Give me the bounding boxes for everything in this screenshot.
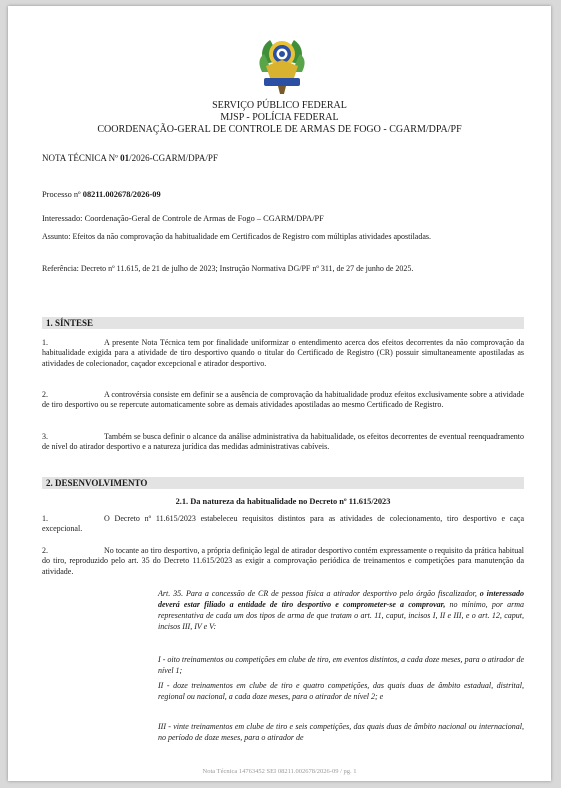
header-service: SERVIÇO PÚBLICO FEDERAL [212, 100, 347, 111]
assunto-line: Assunto: Efeitos da não comprovação da habitualidade em Certificados de Registro com múltiplas atividades apostiladas. [42, 232, 432, 241]
sintese-paragraph-1: 1. A presente Nota Técnica tem por finalidade uniformizar o entendimento acerca dos efeitos decorrentes da não comprovação da habitualidade exigida para a atividade de tiro desportivo quando o titular do Certificado de Registro (CR) possuir simultaneamente apostiladas as atividades de colecionador, caçador excepcional e atirador desportivo. [42, 338, 524, 368]
processo-line: Processo nº 08211.002678/2026-09 [42, 190, 161, 199]
legal-quote-item-3: III - vinte treinamentos em clube de tiro e seis competições, das quais duas de âmbito nacional ou internacional, no período de doze meses, para o atirador de [158, 722, 524, 742]
desenvolvimento-paragraph-1: 1. O Decreto nº 11.615/2023 estabeleceu requisitos distintos para as atividades de colecionamento, tiro desportivo e caça excepcional. [42, 514, 524, 534]
coat-of-arms-icon [254, 34, 310, 96]
desenvolvimento-paragraph-2: 2. No tocante ao tiro desportivo, a própria definição legal de atirador desportivo contém expressamente o requisito da prática habitual do tiro, reproduzido pelo art. 35 do Decreto 11.615/2023 as exigir a comprovação periódica de treinamentos e competições para manutenção da atividade. [42, 546, 524, 576]
legal-quote-art35: Art. 35. Para a concessão de CR de pessoa física a atirador desportivo pelo órgão fiscalizador, o interessado deverá estar filiado a entidade de tiro desportivo e comprometer-se a comprovar, no mínimo, por arma representativa de cada um dos tipos de arma de que tratam o art. 11, caput, incisos I, II e III, e o art. 12, caput, incisos III, IV e V: [158, 589, 524, 631]
referencia-line: Referência: Decreto nº 11.615, de 21 de julho de 2023; Instrução Normativa DG/PF nº 311, de 27 de junho de 2025. [42, 264, 414, 273]
page-footer: Nota Técnica 14763452 SEI 08211.002678/2026-09 / pg. 1 [202, 768, 357, 775]
section-title-desenvolvimento: 2. DESENVOLVIMENTO [42, 477, 524, 489]
sintese-paragraph-3: 3. Também se busca definir o alcance da análise administrativa da habitualidade, os efeitos decorrentes de eventual reenquadramento de nível do atirador desportivo e a natureza jurídica das medidas administrativas cabíveis. [42, 432, 524, 452]
legal-quote-item-1: I - oito treinamentos ou competições em clube de tiro, em eventos distintos, a cada doze meses, para o atirador de nível 1; [158, 655, 524, 675]
section-title-sintese: 1. SÍNTESE [42, 317, 524, 329]
header-coordination: COORDENAÇÃO-GERAL DE CONTROLE DE ARMAS DE FOGO - CGARM/DPA/PF [97, 124, 462, 135]
document-title: NOTA TÉCNICA Nº 01/2026-CGARM/DPA/PF [42, 153, 218, 163]
document-page [8, 6, 551, 781]
subsection-title: 2.1. Da natureza da habitualidade no Decreto nº 11.615/2023 [175, 497, 391, 506]
header-ministry: MJSP - POLÍCIA FEDERAL [220, 112, 339, 123]
sintese-paragraph-2: 2. A controvérsia consiste em definir se a ausência de comprovação da habitualidade produz efeitos exclusivamente sobre a atividade de tiro desportivo ou se repercute automaticamente sobre as demais atividades apostiladas ao mesmo Certificado de Registro. [42, 390, 524, 410]
legal-quote-item-2: II - doze treinamentos em clube de tiro e quatro competições, das quais duas de âmbito estadual, distrital, regional ou nacional, a cada doze meses, para o atirador de nível 2; e [158, 681, 524, 701]
interessado-line: Interessado: Coordenação-Geral de Controle de Armas de Fogo – CGARM/DPA/PF [42, 214, 324, 223]
